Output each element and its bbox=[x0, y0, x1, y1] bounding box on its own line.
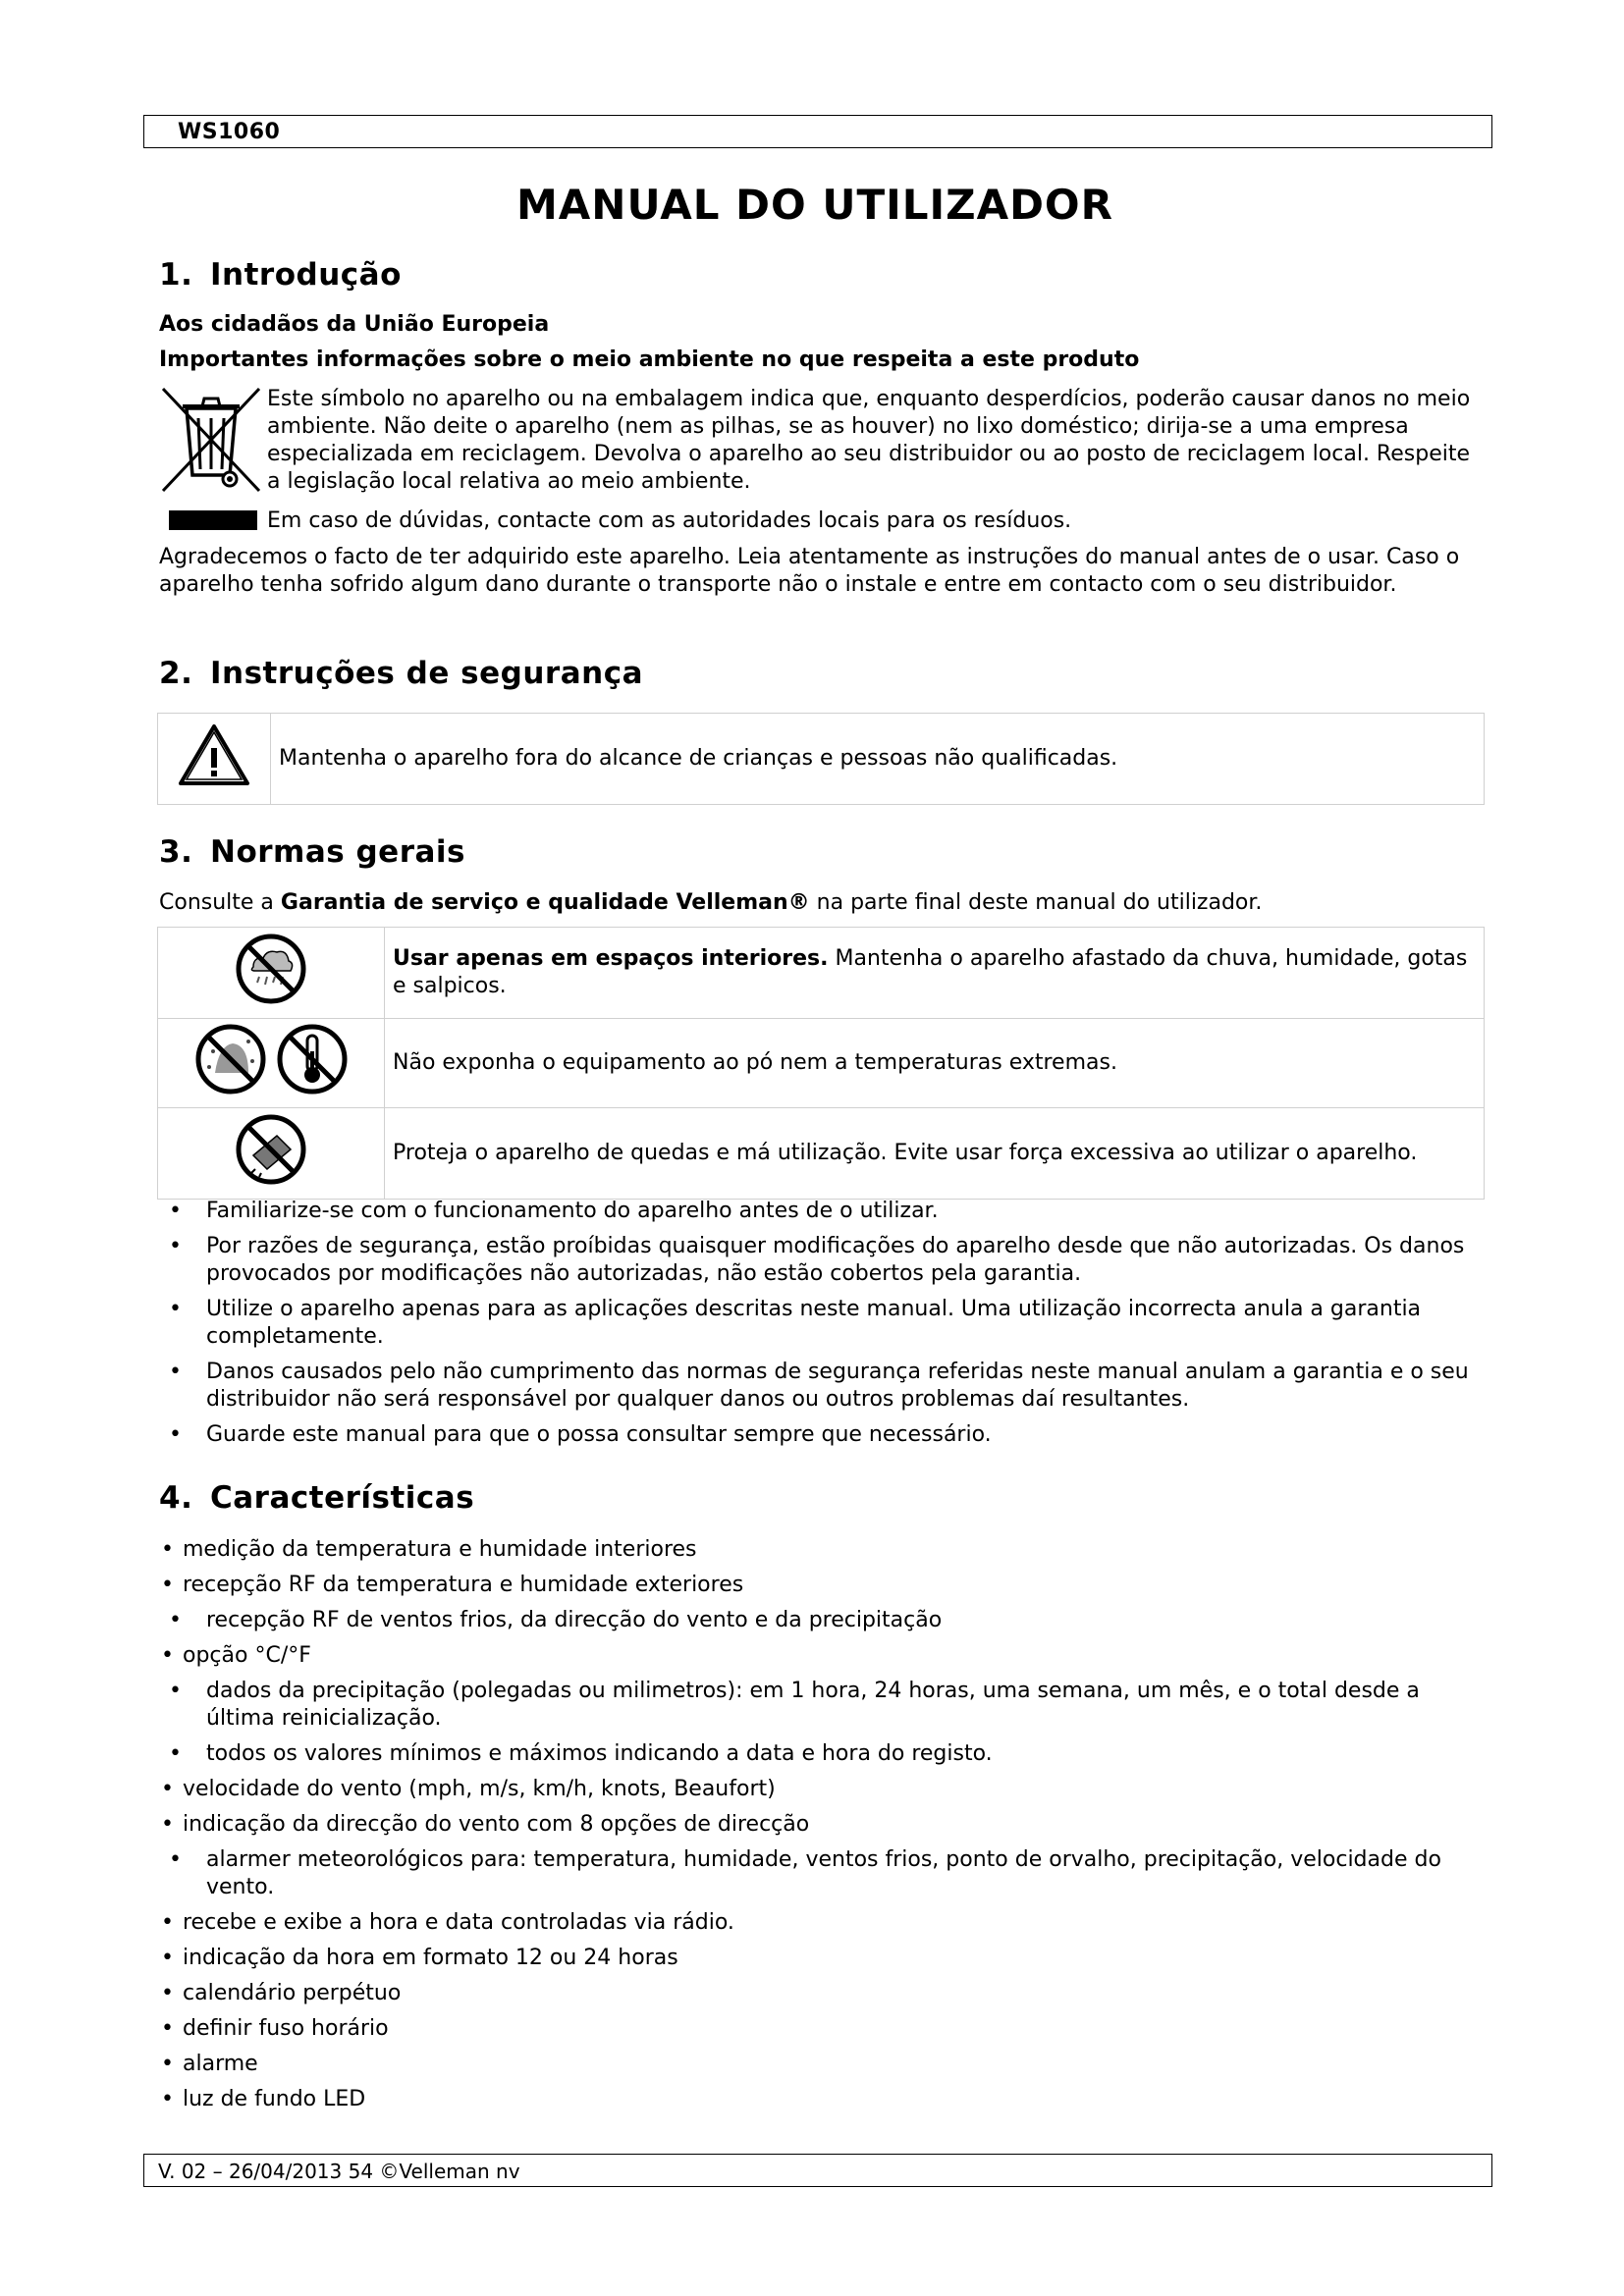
page-footer bbox=[143, 2154, 1492, 2187]
shock-icon-cell bbox=[158, 1108, 385, 1200]
dust-temp-text: Não exponha o equipamento ao pó nem a temperaturas extremas. bbox=[385, 1019, 1485, 1108]
list-item: • velocidade do vento (mph, m/s, km/h, knots, Beaufort) bbox=[159, 1776, 1475, 1803]
section-heading-general bbox=[159, 834, 465, 870]
eu-heading: Aos cidadãos da União Europeia bbox=[159, 312, 550, 337]
section-number: 3. bbox=[159, 834, 193, 870]
list-item: • Danos causados pelo não cumprimento das normas de segurança referidas neste manual anulam a garantia e o seu distribuidor não será responsável por qualquer danos ou outros problemas daí resultantes. bbox=[159, 1359, 1487, 1414]
list-item: • indicação da direcção do vento com 8 opções de direcção bbox=[159, 1811, 1475, 1839]
section-number: 1. bbox=[159, 257, 193, 293]
section-title: Características bbox=[210, 1480, 475, 1516]
list-item: • medição da temperatura e humidade interiores bbox=[159, 1536, 1475, 1564]
list-item: • Por razões de segurança, estão proíbidas quaisquer modificações do aparelho desde que não autorizadas. Os danos provocados por modificações não autorizadas, não estão cobertos pela garantia. bbox=[159, 1233, 1487, 1288]
list-item: • definir fuso horário bbox=[159, 2015, 1475, 2043]
weee-bin-icon bbox=[157, 385, 265, 495]
indoor-text bbox=[385, 928, 1485, 1019]
section-heading-safety bbox=[159, 656, 643, 691]
list-item: • opção °C/°F bbox=[159, 1642, 1475, 1670]
general-bullets bbox=[159, 1198, 1487, 1457]
shock-text: Proteja o aparelho de quedas e má utilização. Evite usar força excessiva ao utilizar o aparelho. bbox=[385, 1108, 1485, 1200]
list-item: • recepção RF de ventos frios, da direcção do vento e da precipitação bbox=[159, 1607, 1475, 1634]
page-title: MANUAL DO UTILIZADOR bbox=[516, 181, 1113, 229]
weee-underline-bar bbox=[169, 510, 257, 530]
warning-icon-cell bbox=[158, 714, 271, 805]
usage-table bbox=[157, 927, 1485, 1200]
section-heading-intro bbox=[159, 257, 402, 293]
consult-text bbox=[159, 889, 1480, 917]
dust-temp-icon-cell bbox=[158, 1019, 385, 1108]
section-number: 4. bbox=[159, 1480, 193, 1516]
section-heading-features bbox=[159, 1480, 474, 1516]
list-item: • Guarde este manual para que o possa consultar sempre que necessário. bbox=[159, 1421, 1487, 1449]
no-drop-icon bbox=[234, 1112, 308, 1187]
list-item: • indicação da hora em formato 12 ou 24 horas bbox=[159, 1945, 1475, 1972]
weee-text: Este símbolo no aparelho ou na embalagem indica que, enquanto desperdícios, poderão causar danos no meio ambiente. Não deite o aparelho (nem as pilhas, se as houver) no lixo doméstico; dirija-se a uma empresa especializada em reciclagem. Devolva o aparelho ao seu distribuidor ou ao posto de reciclagem local. Respeite a legislação local relativa ao meio ambiente. bbox=[267, 387, 1471, 494]
list-item: • alarme bbox=[159, 2051, 1475, 2078]
warning-text: Mantenha o aparelho fora do alcance de crianças e pessoas não qualificadas. bbox=[271, 714, 1485, 805]
section-number: 2. bbox=[159, 656, 193, 691]
indoor-icon-cell bbox=[158, 928, 385, 1019]
section-title: Normas gerais bbox=[210, 834, 465, 870]
no-dust-icon bbox=[193, 1022, 268, 1096]
no-rain-icon bbox=[234, 932, 308, 1006]
list-item: • alarmer meteorológicos para: temperatura, humidade, ventos frios, ponto de orvalho, precipitação, velocidade do vento. bbox=[159, 1846, 1475, 1901]
thanks-text: Agradecemos o facto de ter adquirido este aparelho. Leia atentamente as instruções do manual antes de o usar. Caso o aparelho tenha sofrido algum dano durante o transporte não o instale e entre em contacto com o seu distribuidor. bbox=[159, 545, 1460, 597]
consult-prefix: Consulte a bbox=[159, 890, 281, 915]
doubt-text: Em caso de dúvidas, contacte com as autoridades locais para os resíduos. bbox=[267, 508, 1072, 533]
list-item: • recebe e exibe a hora e data controladas via rádio. bbox=[159, 1909, 1475, 1937]
list-item: • calendário perpétuo bbox=[159, 1980, 1475, 2007]
features-list bbox=[159, 1536, 1475, 2121]
safety-table bbox=[157, 713, 1485, 805]
footer-text: V. 02 – 26/04/2013 54 ©Velleman nv bbox=[158, 2160, 520, 2183]
list-item: • Familiarize-se com o funcionamento do aparelho antes de o utilizar. bbox=[159, 1198, 1487, 1225]
list-item: • Utilize o aparelho apenas para as aplicações descritas neste manual. Uma utilização incorrecta anula a garantia completamente. bbox=[159, 1296, 1487, 1351]
page-header bbox=[143, 115, 1492, 148]
indoor-bold: Usar apenas em espaços interiores. bbox=[393, 946, 829, 971]
list-item: • luz de fundo LED bbox=[159, 2086, 1475, 2113]
indoor-detail: Mantenha o aparelho afastado da chuva, humidade, gotas e salpicos. bbox=[393, 946, 1468, 998]
warranty-name: Garantia de serviço e qualidade Velleman® bbox=[280, 890, 810, 915]
section-title: Instruções de segurança bbox=[210, 656, 643, 691]
list-item: • todos os valores mínimos e máximos indicando a data e hora do registo. bbox=[159, 1740, 1475, 1768]
list-item: • recepção RF da temperatura e humidade exteriores bbox=[159, 1572, 1475, 1599]
section-title: Introdução bbox=[210, 257, 402, 293]
warning-triangle-icon bbox=[177, 722, 251, 787]
no-extreme-temperature-icon bbox=[275, 1022, 350, 1096]
model-label: WS1060 bbox=[178, 120, 281, 144]
list-item: • dados da precipitação (polegadas ou milimetros): em 1 hora, 24 horas, uma semana, um mês, e o total desde a última reinicialização. bbox=[159, 1678, 1475, 1733]
consult-suffix: na parte final deste manual do utilizador. bbox=[809, 890, 1263, 915]
env-heading: Importantes informações sobre o meio ambiente no que respeita a este produto bbox=[159, 347, 1140, 372]
